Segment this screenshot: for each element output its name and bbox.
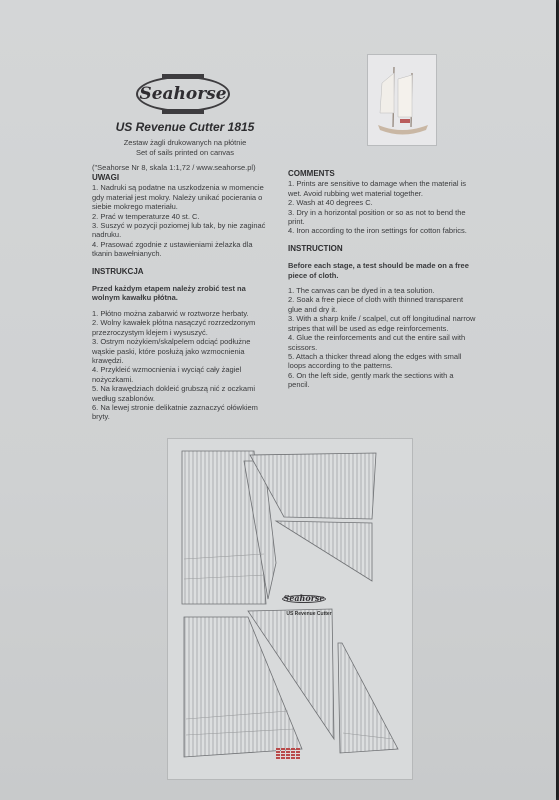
list-item: 6. On the left side, gently mark the sections with a pencil.	[288, 370, 454, 390]
subtitle-pl: Zestaw żagli drukowanych na płótnie	[123, 138, 247, 147]
sail-templates	[168, 439, 412, 779]
list-item: 5. Na krawędziach dokleić grubszą nić z oczkami według szablonów.	[92, 384, 255, 403]
comments-heading: COMMENTS	[288, 169, 335, 178]
list-item: 4. Przykleić wzmocnienia i wyciąć cały żagiel nożyczkami.	[92, 365, 242, 384]
instructions-lead: Przed każdym etapem należy zrobić test na wolnym kawałku płótna.	[92, 284, 246, 303]
english-section	[288, 169, 476, 390]
list-item: 1. The canvas can be dyed in a tea solution.	[288, 286, 435, 296]
list-item: 4. Glue the reinforcements and cut the entire sail with scissors.	[288, 333, 466, 352]
list-item: 2. Wolny kawałek płótna nasączyć rozrzedzonym przezroczystym klejem i wysuszyć.	[92, 318, 256, 337]
flag-swatches	[276, 748, 300, 760]
pattern-caption: US Revenue Cutter	[286, 611, 332, 617]
list-item: 1. Płótno można zabarwić w roztworze herbaty.	[92, 308, 249, 318]
sail-template	[338, 643, 398, 753]
list-item: 3. Suszyć w pozycji poziomej lub tak, by nie zaginać nadruku.	[92, 221, 266, 240]
list-item: 4. Prasować zgodnie z ustawieniami żelazka dla tkanin bawełnianych.	[92, 239, 253, 259]
sail-pattern-sheet	[167, 438, 413, 780]
list-item: 1. Prints are sensitive to damage when the material is wet. Avoid rubbing wet material together.	[288, 179, 467, 198]
ship-model-photo	[367, 54, 437, 146]
list-item: 2. Wash at 40 degrees C.	[288, 198, 373, 208]
list-item: 1. Nadruki są podatne na uszkodzenia w momencie gdy materiał jest mokry. Należy unikać pocierania o siebie mokrego materiału.	[92, 183, 264, 212]
reference-line: ("Seahorse Nr 8, skala 1:1,72 / www.seahorse.pl)	[92, 163, 256, 172]
page-title: US Revenue Cutter 1815	[115, 120, 255, 134]
polish-section	[92, 173, 274, 422]
instruction-lead: Before each stage, a test should be made on a free piece of cloth.	[288, 261, 469, 280]
list-item: 3. Dry in a horizontal position or so as not to bend the print.	[288, 207, 466, 227]
pattern-logo: Seahorse	[283, 593, 325, 603]
instructions-heading: INSTRUKCJA	[92, 266, 144, 276]
subtitle-en: Set of sails printed on canvas	[136, 148, 234, 157]
instruction-heading: INSTRUCTION	[288, 243, 343, 253]
list-item: 4. Iron according to the iron settings for cotton fabrics.	[288, 226, 467, 236]
seahorse-logo	[136, 70, 230, 118]
title-block	[80, 120, 290, 158]
list-item: 6. Na lewej stronie delikatnie zaznaczyć ołówkiem bryty.	[92, 402, 258, 422]
sail-template	[276, 521, 372, 581]
list-item: 5. Attach a thicker thread along the edges with small loops according to the patterns.	[288, 351, 462, 371]
list-item: 3. With a sharp knife / scalpel, cut off longitudinal narrow stripes that will be used as edge reinforcements.	[288, 314, 476, 333]
logo-text: Seahorse	[139, 84, 227, 104]
list-item: 3. Ostrym nożykiem/skalpelem odciąć podłużne wąskie paski, które posłużą jako wzmocnienia krawędzi.	[92, 337, 251, 365]
list-item: 2. Prać w temperaturze 40 st. C.	[92, 211, 200, 221]
warnings-heading: UWAGI	[92, 173, 120, 182]
list-item: 2. Soak a free piece of cloth with thinned transparent glue and dry it.	[288, 295, 464, 314]
